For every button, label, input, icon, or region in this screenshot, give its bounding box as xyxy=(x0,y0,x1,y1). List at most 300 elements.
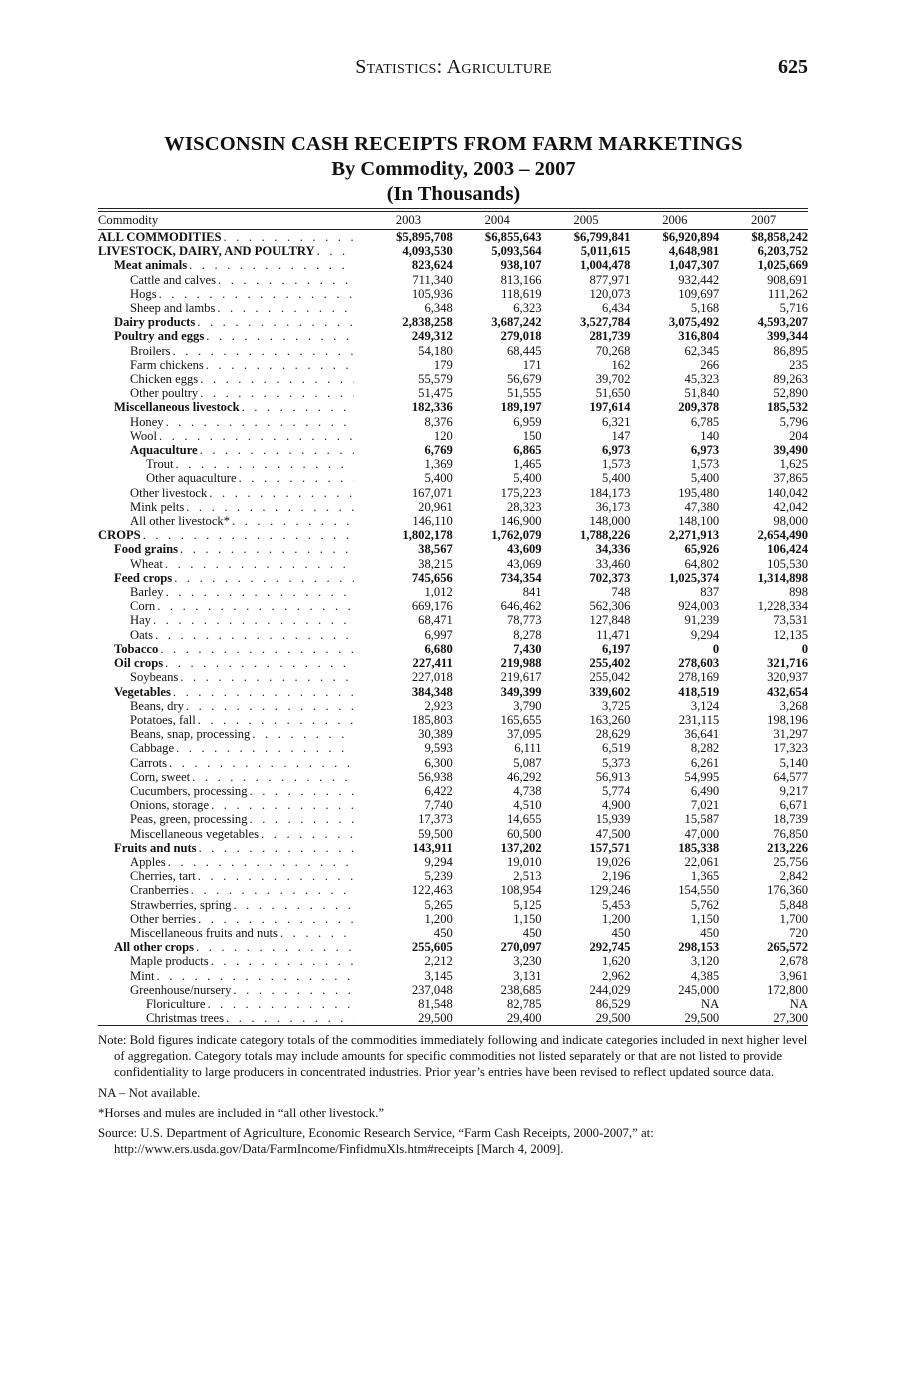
value-cell: 6,519 xyxy=(602,741,631,756)
value-cell: 54,180 xyxy=(418,343,453,358)
commodity-cell xyxy=(98,443,364,457)
table-row xyxy=(98,571,808,585)
dot-leader xyxy=(252,727,354,741)
value-cell: 105,936 xyxy=(411,286,453,301)
value-cell: 8,278 xyxy=(513,627,542,642)
value-cell: 28,323 xyxy=(506,499,542,514)
commodity-label: Wool xyxy=(130,428,157,443)
commodity-label: Fruits and nuts xyxy=(114,840,197,855)
commodity-label: Vegetables xyxy=(114,684,171,699)
value-cell: 320,937 xyxy=(767,670,808,685)
value-cell: 64,802 xyxy=(684,556,720,571)
table-row xyxy=(98,940,808,954)
commodity-cell xyxy=(98,741,364,755)
value-cell: 38,215 xyxy=(418,556,453,571)
commodity-label: Other berries xyxy=(130,911,197,926)
commodity-label: Barley xyxy=(130,585,164,600)
value-cell: 33,460 xyxy=(595,556,631,571)
value-cell: 47,380 xyxy=(684,499,720,514)
value-cell: 45,323 xyxy=(684,372,720,387)
value-cell: 450 xyxy=(433,925,453,940)
value-cell: $6,855,643 xyxy=(484,230,542,244)
value-cell: 237,048 xyxy=(411,982,453,997)
table-row xyxy=(98,301,808,315)
value-cell: 669,176 xyxy=(411,599,453,614)
value-cell: $6,920,894 xyxy=(662,230,720,244)
value-cell: 38,567 xyxy=(418,542,453,557)
value-cell: 1,762,079 xyxy=(491,528,542,543)
table-row xyxy=(98,670,808,684)
value-cell: 5,125 xyxy=(513,897,542,912)
value-cell: 6,434 xyxy=(602,301,631,316)
column-header-year: 2003 xyxy=(364,212,453,230)
commodity-label: Feed crops xyxy=(114,570,173,585)
value-cell: 1,150 xyxy=(513,911,542,926)
commodity-label: Mint xyxy=(130,968,155,983)
value-cell: 2,838,258 xyxy=(402,315,453,330)
value-cell: 2,196 xyxy=(602,869,631,884)
value-cell: 3,145 xyxy=(424,968,453,983)
table-row xyxy=(98,599,808,613)
commodity-label: Cattle and calves xyxy=(130,272,217,287)
dot-leader xyxy=(206,329,354,343)
dot-leader xyxy=(186,500,354,514)
value-cell: 22,061 xyxy=(684,854,720,869)
value-cell: 185,803 xyxy=(411,712,453,727)
commodity-cell xyxy=(98,812,364,826)
dot-leader xyxy=(166,585,354,599)
dot-leader xyxy=(218,273,354,287)
dot-leader xyxy=(211,954,354,968)
value-cell: 5,373 xyxy=(602,755,631,770)
value-cell: 176,360 xyxy=(767,883,808,898)
commodity-cell xyxy=(98,997,364,1011)
na-note: NA – Not available. xyxy=(98,1085,201,1100)
value-cell: 0 xyxy=(712,641,720,656)
table-row xyxy=(98,883,808,897)
commodity-cell xyxy=(98,230,364,245)
value-cell: 5,400 xyxy=(513,471,542,486)
value-cell: 148,100 xyxy=(678,514,720,529)
table-row xyxy=(98,372,808,386)
value-cell: 19,010 xyxy=(506,854,542,869)
value-cell: 908,691 xyxy=(767,272,808,287)
value-cell: 51,555 xyxy=(506,386,542,401)
table-row xyxy=(98,812,808,826)
dot-leader xyxy=(159,287,354,301)
commodity-cell xyxy=(98,400,364,414)
commodity-cell xyxy=(98,329,364,343)
value-cell: 5,140 xyxy=(779,755,808,770)
table-row xyxy=(98,386,808,400)
value-cell: 150 xyxy=(522,428,542,443)
value-cell: 17,373 xyxy=(418,812,453,827)
value-cell: 5,762 xyxy=(690,897,720,912)
value-cell: 4,738 xyxy=(513,783,542,798)
value-cell: 43,069 xyxy=(506,556,542,571)
commodity-cell xyxy=(98,258,364,272)
source-note: Source: U.S. Department of Agriculture, Economic Research Service, “Farm Cash Receipts, 2000-2007,” at: http://www.ers.usda.gov/Data/FarmIncome/FinfidmuXls.htm#receipts [March 4, 2009]. xyxy=(98,1126,654,1157)
commodity-cell xyxy=(98,1011,364,1025)
commodity-cell xyxy=(98,827,364,841)
value-cell: 837 xyxy=(700,585,720,600)
value-cell: 898 xyxy=(789,585,808,600)
value-cell: 877,971 xyxy=(589,272,631,287)
value-cell: 932,442 xyxy=(678,272,720,287)
value-cell: 3,527,784 xyxy=(580,315,631,330)
value-cell: 157,571 xyxy=(589,840,631,855)
value-cell: 6,197 xyxy=(602,641,631,656)
value-cell: 59,500 xyxy=(418,826,453,841)
value-cell: 171 xyxy=(522,357,542,372)
title-line-3: (In Thousands) xyxy=(386,183,521,205)
value-cell: 6,422 xyxy=(424,783,453,798)
value-cell: 143,911 xyxy=(412,840,453,855)
value-cell: 6,490 xyxy=(690,783,720,798)
value-cell: 278,169 xyxy=(678,670,720,685)
table-row xyxy=(98,528,808,542)
table-row xyxy=(98,273,808,287)
table-row xyxy=(98,912,808,926)
commodity-cell xyxy=(98,784,364,798)
table-row xyxy=(98,685,808,699)
value-cell: 562,306 xyxy=(589,599,631,614)
value-cell: 47,000 xyxy=(684,826,720,841)
value-cell: 4,593,207 xyxy=(757,315,808,330)
value-cell: 1,025,374 xyxy=(668,570,720,585)
value-cell: 6,997 xyxy=(424,627,453,642)
column-header-year: 2005 xyxy=(542,212,631,230)
value-cell: 62,345 xyxy=(684,343,720,358)
cash-receipts-table-container xyxy=(98,208,808,1026)
commodity-label: Miscellaneous fruits and nuts xyxy=(130,925,278,940)
value-cell: 255,402 xyxy=(589,656,631,671)
value-cell: 5,796 xyxy=(779,414,808,429)
value-cell: 711,340 xyxy=(412,272,453,287)
table-row xyxy=(98,400,808,414)
value-cell: 76,850 xyxy=(773,826,808,841)
value-cell: 7,740 xyxy=(424,798,453,813)
table-header-row xyxy=(98,212,808,230)
table-row xyxy=(98,997,808,1011)
value-cell: 29,500 xyxy=(684,1011,720,1026)
value-cell: 3,725 xyxy=(602,698,631,713)
title-line-2: By Commodity, 2003 – 2007 xyxy=(331,158,576,180)
commodity-cell xyxy=(98,656,364,670)
value-cell: 1,365 xyxy=(690,869,720,884)
value-cell: 46,292 xyxy=(506,769,542,784)
commodity-cell xyxy=(98,756,364,770)
value-cell: 91,239 xyxy=(684,613,720,628)
dot-leader xyxy=(198,713,354,727)
dot-leader xyxy=(157,969,355,983)
table-row xyxy=(98,1011,808,1025)
value-cell: 185,532 xyxy=(767,400,808,415)
value-cell: 5,774 xyxy=(602,783,631,798)
value-cell: 3,230 xyxy=(513,954,542,969)
value-cell: 235 xyxy=(789,357,808,372)
commodity-label: Hay xyxy=(130,613,151,628)
footnote: *Horses and mules are included in “all other livestock.” xyxy=(98,1105,385,1120)
value-cell: 281,739 xyxy=(589,329,631,344)
commodity-label: Cherries, tart xyxy=(130,869,196,884)
value-cell: 432,654 xyxy=(767,684,808,699)
value-cell: 146,900 xyxy=(500,514,542,529)
dot-leader xyxy=(317,244,354,258)
commodity-cell xyxy=(98,557,364,571)
commodity-cell xyxy=(98,699,364,713)
table-row xyxy=(98,315,808,329)
value-cell: 140,042 xyxy=(767,485,808,500)
commodity-label: All other crops xyxy=(114,940,194,955)
value-cell: 745,656 xyxy=(411,570,453,585)
table-row xyxy=(98,358,808,372)
commodity-cell xyxy=(98,954,364,968)
commodity-label: Apples xyxy=(130,854,166,869)
value-cell: 450 xyxy=(700,925,720,940)
commodity-label: Beans, snap, processing xyxy=(130,727,251,742)
commodity-cell xyxy=(98,457,364,471)
value-cell: 82,785 xyxy=(506,996,542,1011)
value-cell: 9,294 xyxy=(424,854,453,869)
value-cell: NA xyxy=(789,996,808,1011)
value-cell: 39,702 xyxy=(595,372,631,387)
commodity-label: Miscellaneous livestock xyxy=(114,400,240,415)
value-cell: 321,716 xyxy=(767,656,808,671)
value-cell: 146,110 xyxy=(412,514,453,529)
value-cell: 219,617 xyxy=(500,670,542,685)
notes xyxy=(98,1032,810,1161)
value-cell: 231,115 xyxy=(678,712,720,727)
commodity-cell xyxy=(98,301,364,315)
value-cell: 51,650 xyxy=(595,386,631,401)
note-text: Note: Bold figures indicate category totals of the commodities immediately following and indicate categories included in next higher level of aggregation. Category totals may include amounts for specific commodities not listed separately or that are not listed to provide confidentiality to large producers in concentrated industries. Prior year’s entries have been revised to reflect updated source data. xyxy=(98,1033,808,1080)
table-row xyxy=(98,344,808,358)
value-cell: 209,378 xyxy=(678,400,720,415)
value-cell: 748 xyxy=(611,585,631,600)
value-cell: 47,500 xyxy=(595,826,631,841)
commodity-label: Honey xyxy=(130,414,164,429)
dot-leader xyxy=(233,898,354,912)
value-cell: 6,959 xyxy=(513,414,542,429)
value-cell: 36,173 xyxy=(595,499,631,514)
commodity-label: Broilers xyxy=(130,343,171,358)
value-cell: 4,093,530 xyxy=(402,244,453,259)
table-row xyxy=(98,727,808,741)
commodity-label: ALL COMMODITIES xyxy=(98,230,222,244)
value-cell: 105,530 xyxy=(767,556,808,571)
value-cell: 3,961 xyxy=(779,968,808,983)
dot-leader xyxy=(155,628,354,642)
value-cell: 20,961 xyxy=(418,499,453,514)
commodity-label: Potatoes, fall xyxy=(130,712,196,727)
dot-leader xyxy=(191,883,354,897)
commodity-cell xyxy=(98,912,364,926)
commodity-cell xyxy=(98,713,364,727)
commodity-label: Other poultry xyxy=(130,386,199,401)
commodity-cell xyxy=(98,344,364,358)
value-cell: 154,550 xyxy=(678,883,720,898)
table-row xyxy=(98,642,808,656)
value-cell: 108,954 xyxy=(500,883,542,898)
value-cell: 18,739 xyxy=(773,812,808,827)
commodity-cell xyxy=(98,585,364,599)
value-cell: 195,480 xyxy=(678,485,720,500)
commodity-cell xyxy=(98,500,364,514)
value-cell: 29,400 xyxy=(506,1011,542,1026)
dot-leader xyxy=(239,471,354,485)
value-cell: 5,400 xyxy=(602,471,631,486)
value-cell: 73,531 xyxy=(773,613,808,628)
dot-leader xyxy=(200,386,354,400)
value-cell: 339,602 xyxy=(589,684,631,699)
value-cell: 450 xyxy=(522,925,542,940)
dot-leader xyxy=(233,983,354,997)
value-cell: 163,260 xyxy=(589,712,631,727)
commodity-cell xyxy=(98,415,364,429)
table-row xyxy=(98,784,808,798)
commodity-cell xyxy=(98,869,364,883)
value-cell: 120,073 xyxy=(589,286,631,301)
table-row xyxy=(98,230,808,245)
value-cell: 3,268 xyxy=(779,698,808,713)
value-cell: 1,004,478 xyxy=(580,258,631,273)
value-cell: 249,312 xyxy=(411,329,453,344)
table-row xyxy=(98,741,808,755)
value-cell: 6,973 xyxy=(602,443,631,458)
value-cell: 140 xyxy=(700,428,720,443)
value-cell: 1,573 xyxy=(602,457,631,472)
value-cell: 1,369 xyxy=(424,457,453,472)
value-cell: 3,120 xyxy=(690,954,720,969)
value-cell: 924,003 xyxy=(678,599,720,614)
value-cell: 841 xyxy=(522,585,542,600)
column-header-year: 2006 xyxy=(630,212,719,230)
commodity-cell xyxy=(98,628,364,642)
commodity-cell xyxy=(98,969,364,983)
value-cell: 147 xyxy=(611,428,631,443)
value-cell: 6,671 xyxy=(779,798,808,813)
running-title: Statistics: Agriculture xyxy=(355,56,552,78)
value-cell: 266 xyxy=(700,357,720,372)
table-row xyxy=(98,443,808,457)
table-row xyxy=(98,898,808,912)
value-cell: 56,679 xyxy=(506,372,542,387)
value-cell: 52,890 xyxy=(773,386,808,401)
value-cell: 279,018 xyxy=(500,329,542,344)
column-header-commodity: Commodity xyxy=(98,212,364,230)
value-cell: 298,153 xyxy=(678,940,720,955)
value-cell: 9,217 xyxy=(779,783,808,798)
value-cell: 2,212 xyxy=(424,954,453,969)
table-row xyxy=(98,770,808,784)
dot-leader xyxy=(192,770,354,784)
value-cell: 5,400 xyxy=(690,471,720,486)
commodity-label: Wheat xyxy=(130,556,163,571)
value-cell: 42,042 xyxy=(773,499,808,514)
value-cell: 255,605 xyxy=(411,940,453,955)
dot-leader xyxy=(196,940,354,954)
value-cell: 197,614 xyxy=(589,400,631,415)
commodity-label: CROPS xyxy=(98,528,141,543)
value-cell: 148,000 xyxy=(589,514,631,529)
table-row xyxy=(98,471,808,485)
dot-leader xyxy=(207,997,354,1011)
value-cell: 6,785 xyxy=(690,414,720,429)
cash-receipts-table xyxy=(98,212,808,1025)
value-cell: 86,895 xyxy=(773,343,808,358)
value-cell: 118,619 xyxy=(501,286,542,301)
table-row xyxy=(98,329,808,343)
commodity-cell xyxy=(98,244,364,258)
value-cell: 244,029 xyxy=(589,982,631,997)
commodity-label: Meat animals xyxy=(114,258,188,273)
value-cell: 6,300 xyxy=(424,755,453,770)
commodity-cell xyxy=(98,770,364,784)
table-row xyxy=(98,429,808,443)
value-cell: $8,858,242 xyxy=(751,230,808,244)
commodity-cell xyxy=(98,940,364,954)
value-cell: 175,223 xyxy=(500,485,542,500)
title-line-1: WISCONSIN CASH RECEIPTS FROM FARM MARKETINGS xyxy=(164,133,743,155)
value-cell: 182,336 xyxy=(411,400,453,415)
dot-leader xyxy=(250,812,354,826)
value-cell: 219,988 xyxy=(500,656,542,671)
value-cell: 3,075,492 xyxy=(668,315,720,330)
value-cell: 3,790 xyxy=(513,698,542,713)
commodity-label: Poultry and eggs xyxy=(114,329,205,344)
value-cell: 56,938 xyxy=(418,769,453,784)
value-cell: 292,745 xyxy=(589,940,631,955)
value-cell: 4,648,981 xyxy=(668,244,720,259)
commodity-cell xyxy=(98,287,364,301)
value-cell: 1,573 xyxy=(690,457,720,472)
column-header-year: 2004 xyxy=(453,212,542,230)
commodity-label: Cabbage xyxy=(130,741,175,756)
value-cell: 12,135 xyxy=(773,627,808,642)
commodity-label: Other aquaculture xyxy=(146,471,237,486)
table-row xyxy=(98,855,808,869)
value-cell: 1,228,334 xyxy=(757,599,808,614)
value-cell: NA xyxy=(700,996,720,1011)
page-number: 625 xyxy=(778,56,808,78)
value-cell: 8,376 xyxy=(424,414,453,429)
value-cell: 51,840 xyxy=(684,386,720,401)
dot-leader xyxy=(176,741,354,755)
commodity-cell xyxy=(98,471,364,485)
value-cell: 316,804 xyxy=(678,329,720,344)
value-cell: 29,500 xyxy=(595,1011,631,1026)
value-cell: 5,265 xyxy=(424,897,453,912)
table-row xyxy=(98,656,808,670)
value-cell: 15,939 xyxy=(595,812,631,827)
value-cell: 162 xyxy=(611,357,631,372)
value-cell: 1,465 xyxy=(513,457,542,472)
value-cell: 17,323 xyxy=(773,741,808,756)
commodity-cell xyxy=(98,542,364,556)
value-cell: 6,321 xyxy=(602,414,631,429)
table-row xyxy=(98,628,808,642)
dot-leader xyxy=(157,599,354,613)
commodity-cell xyxy=(98,685,364,699)
commodity-label: Tobacco xyxy=(114,641,159,656)
commodity-label: Carrots xyxy=(130,755,168,770)
value-cell: 823,624 xyxy=(411,258,453,273)
value-cell: 37,865 xyxy=(773,471,808,486)
commodity-label: Onions, storage xyxy=(130,798,210,813)
value-cell: 6,323 xyxy=(513,301,542,316)
commodity-cell xyxy=(98,898,364,912)
